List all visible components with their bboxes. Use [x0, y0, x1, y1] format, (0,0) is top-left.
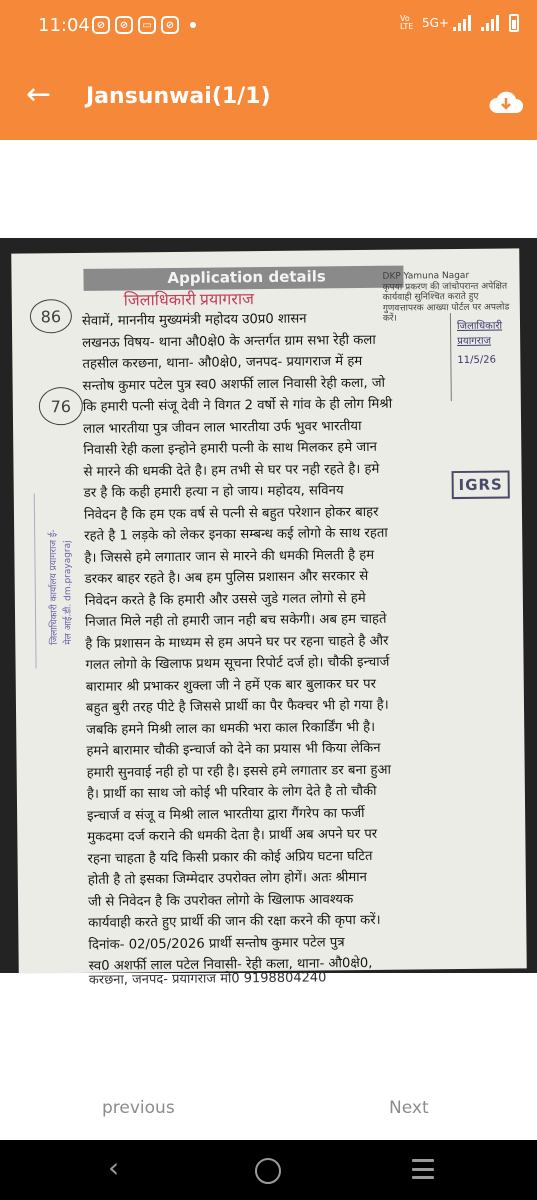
letter-line: डरकर बाहर रहते है। अब हम पुलिस प्रशासन और सरकार से — [84, 569, 369, 588]
letter-line: बहुत बुरी तरह पीटे है जिससे प्रार्थी का पैर फैक्चर भी हो गया है। — [85, 698, 389, 717]
next-button[interactable]: Next — [389, 1098, 429, 1118]
app-notification-icon: ⊘ — [92, 16, 110, 34]
letter-line: मुकदमा दर्ज कराने की धमकी देता है। प्रार्थी अब अपने घर पर — [87, 827, 378, 846]
letter-line: रहते है 1 लड़के को लेकर इनका सम्बन्ध कई लोगो के साथ रहता — [84, 525, 388, 545]
margin-number-circle: 86 — [30, 299, 72, 333]
letter-line: सन्तोष कुमार पटेल पुत्र स्व0 अशर्फी लाल निवासी रेही कला, जो — [82, 375, 386, 394]
app-notification-icon: ⊘ — [161, 16, 179, 34]
scanned-document — [11, 248, 527, 988]
system-recents-icon[interactable] — [412, 1159, 434, 1179]
battery-icon — [509, 14, 519, 32]
side-stamp-text: जिलाधिकारी कार्यालय प्रयागराज ई-मेल आई.डी. dm.prayagraj — [48, 529, 74, 645]
letter-line: है कि प्रशासन के माध्यम से हम अपने घर पर रहना चाहते है और — [85, 633, 389, 652]
cloud-download-icon[interactable] — [489, 89, 523, 115]
network-label: 5G+ — [422, 16, 449, 30]
letter-line: बारामार श्री प्रभाकर शुक्ला जी ने हमें एक बार बुलाकर घर पर — [85, 676, 377, 695]
dm-note-date: 11/5/26 — [457, 354, 497, 367]
letter-line: निवेदन है कि हम एक वर्ष से पत्नी से बहुत परेशान होकर बाहर — [83, 504, 379, 523]
app-notification-icon: ⊘ — [115, 16, 133, 34]
handwritten-addressee: जिलाधिकारी प्रयागराज — [123, 291, 255, 310]
letter-line: लखनऊ विषय- थाना औ0क्षे0 के अन्तर्गत ग्राम सभा रेही कला — [82, 332, 376, 351]
system-status — [400, 14, 519, 32]
status-bar — [0, 0, 537, 55]
letter-line: से मारने की धमकी देते है। हम तभी से घर पर नही रहते है। हमे — [83, 461, 380, 480]
igrs-stamp: IGRS — [452, 470, 510, 499]
letter-line: इन्चार्ज व संजू व मिश्री लाल भारतीया द्वारा गैंगरेप का फर्जी — [87, 805, 365, 824]
back-arrow-icon[interactable]: ← — [26, 77, 52, 112]
application-details-header: Application details — [83, 266, 403, 291]
previous-button[interactable]: previous — [102, 1098, 175, 1118]
letter-line: होती है तो इसका जिम्मेदार उपरोक्त लोग होगें। अतः श्रीमान — [87, 870, 368, 889]
letter-line: डर है कि कही हमारी हत्या न हो जाय। महोदय, सविनय — [83, 483, 344, 502]
letter-line: जी से निवेदन है कि उपरोक्त लोगो के खिलाफ आवश्यक — [87, 892, 354, 910]
letter-line: लाल भारतीया पुत्र जीवन लाल भारतीया उर्फ भुवर भारतीया — [83, 418, 362, 437]
letter-line: निवासी रेही कला इन्होने हमारी पत्नी के साथ मिलकर हमे जान — [83, 439, 378, 459]
document-viewer[interactable] — [0, 238, 537, 988]
letter-line: है। जिससे हमे लगातार जान से मारने की धमकी मिलती है हम — [84, 547, 375, 566]
app-bar — [0, 55, 537, 140]
cut-off-line: करछना, जनपद- प्रयागराज मो0 9198804240 — [88, 970, 327, 988]
letter-line: तहसील करछना, थाना- औ0क्षे0, जनपद- प्रयागराज में हम — [82, 354, 363, 372]
letter-line: हमने बारामार चौकी इन्चार्ज को देने का प्रयास भी किया लेकिन — [86, 741, 381, 760]
signal-icon — [481, 15, 499, 31]
letter-line: सेवामें, माननीय मुख्यमंत्री महोदय उ0प्र0 शासन — [81, 311, 307, 329]
letter-line: जबकि हमने मिश्री लाल का धमकी भरा काल रिकार्डिंग भी है। — [86, 719, 376, 738]
more-notifications-icon — [190, 22, 196, 28]
system-back-icon[interactable]: ‹ — [108, 1151, 120, 1184]
letter-line: है। प्रार्थी का साथ जो कोई भी परिवार के लोग देते है तो चौकी — [86, 784, 377, 803]
officer-pin-note: DKP Yamuna Nagar कृपया प्रकरण की जांचोपरान्त अपेक्षित कार्यवाही सुनिश्चित कराते हुए गुणवत्तापरक आख्या पोर्टल पर अपलोड करें। — [382, 270, 510, 325]
signal-icon — [453, 15, 471, 31]
volte-label: Vo LTE — [400, 14, 414, 31]
dm-note-text: जिलाधिकारी प्रयागराज — [456, 320, 503, 348]
office-receipt-stamp — [34, 493, 86, 669]
letter-line: दिनांक- 02/05/2026 प्रार्थी सन्तोष कुमार पटेल पुत्र — [88, 935, 345, 953]
letter-line: हमारी सुनवाई नही हो पा रही है। इससे हमे लगातार डर बना हुआ — [86, 762, 392, 781]
notification-icons — [92, 16, 196, 34]
letter-line: गलत लोगो के खिलाफ प्रथम सूचना रिपोर्ट दर्ज हो। चौकी इन्चार्ज — [85, 654, 390, 674]
letter-line: कि हमारी पत्नी संजू देवी ने विगत 2 वर्षो से गांव के ही लोग मिश्री — [82, 396, 393, 416]
status-time: 11:04 — [38, 15, 90, 36]
dm-endorsement-note — [450, 312, 521, 401]
letter-line: कार्यवाही करते हुए प्रार्थी की जान की रक्षा करने की कृपा करें। — [88, 913, 381, 932]
letter-line: निजात मिले नही तो हमारी जान नही बच सकेगी। अब हम चाहते — [85, 611, 387, 631]
margin-number-circle: 76 — [39, 387, 83, 425]
app-notification-icon: ▭ — [138, 16, 156, 34]
letter-line: निवेदन करते है कि हमारी और उससे जुडे गलत लोगो से हमे — [84, 590, 366, 609]
letter-line: रहना चाहता है यदि किसी प्रकार की कोई अप्रिय घटना घटित — [87, 848, 373, 867]
letter-line: स्व0 अशर्फी लाल पटेल निवासी- रेही कला, थाना- औ0क्षे0, — [88, 956, 373, 975]
pager-nav — [0, 1085, 537, 1135]
system-navigation-bar — [0, 1140, 537, 1200]
page-title: Jansunwai(1/1) — [86, 84, 271, 109]
system-home-icon[interactable] — [255, 1158, 281, 1184]
